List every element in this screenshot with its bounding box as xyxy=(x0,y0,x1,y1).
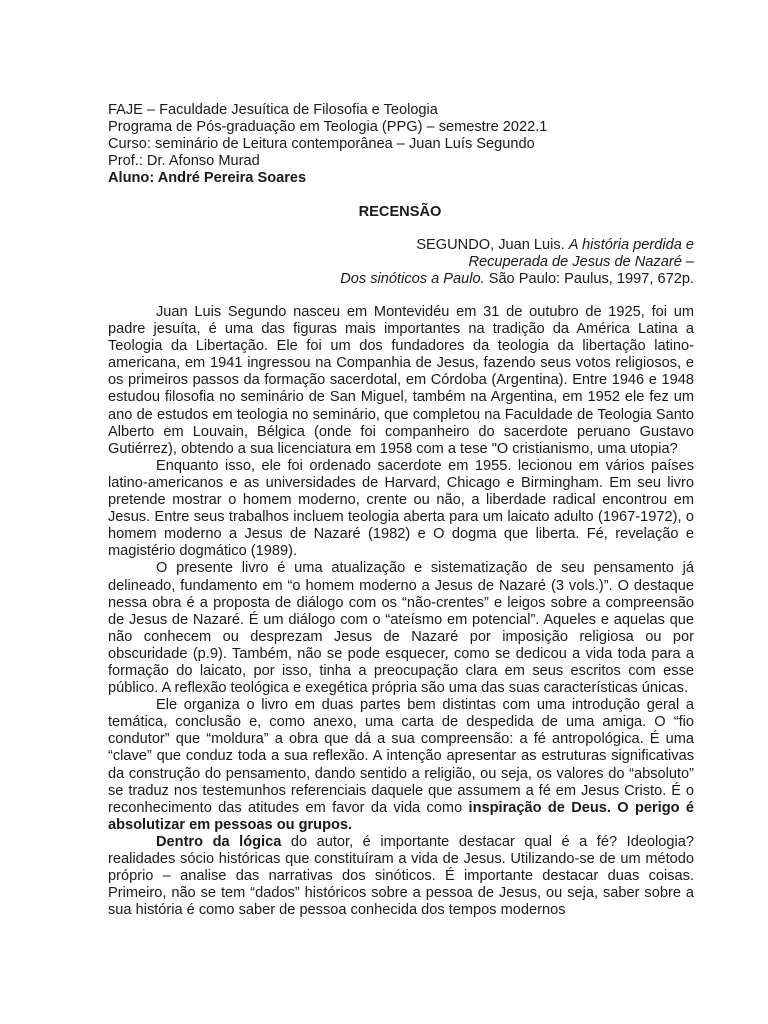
institution-line: FAJE – Faculdade Jesuítica de Filosofia e Teologia xyxy=(108,102,438,118)
paragraph-2: Enquanto isso, ele foi ordenado sacerdote em 1955. lecionou em vários países latino-americanos e as universidades de Harvard, Chicago e Birmingham. Em seu livro pretende mostrar o homem moderno, crente ou não, a liberdade radical encontrou em Jesus. Entre seus trabalhos incluem teologia aberta para um laicato adulto (1967-1972), o homem moderno a Jesus de Nazaré (1982) e O dogma que liberta. Fé, revelação e magistério dogmático (1989). xyxy=(108,457,694,560)
reference-publisher: São Paulo: Paulus, 1997, 672p. xyxy=(484,271,694,288)
reference-title-2: Recuperada de Jesus de Nazaré – xyxy=(468,254,694,271)
paragraph-5 xyxy=(108,834,694,919)
professor-line: Prof.: Dr. Afonso Murad xyxy=(108,153,260,170)
program-line: Programa de Pós-graduação em Teologia (PPG) – semestre 2022.1 xyxy=(108,119,548,136)
document-title: RECENSÃO xyxy=(358,204,442,220)
document-header xyxy=(108,102,698,187)
bibliographic-reference xyxy=(340,237,694,288)
paragraph-3: O presente livro é uma atualização e sistematização de seu pensamento já delineado, fundamento em “o homem moderno a Jesus de Nazaré (3 vols.)”. O destaque nessa obra é a proposta de diálogo com os “não-crentes” e leigos sobre a compreensão de Jesus de Nazaré. É um diálogo com o “ateísmo em potencial”. Aqueles e aquelas que não conhecem ou desprezam Jesus de Nazaré por imposição religiosa ou por obscuridade (p.9). Também, não se pode esquecer, como se dedicou a vida toda para a formação do laicato, por isso, tinha a preocupação clara em seus escritos com esse público. A reflexão teológica e exegética própria são uma das suas características únicas. xyxy=(108,560,694,697)
reference-author: SEGUNDO, Juan Luis. xyxy=(416,237,569,253)
paragraph-5-text: do autor, é importante destacar qual é a fé? Ideologia? realidades sócio históricas que constituíram a vida de Jesus. Utilizando-se de um método próprio – analise das narrativas dos sinóticos. É importante destacar duas coisas. Primeiro, não se tem “dados” históricos sobre a pessoa de Jesus, ou seja, saber sobre a sua história é como saber de pessoa conhecida dos tempos modernos xyxy=(108,833,694,919)
paragraph-4-emphasis: inspiração de Deus. O perigo é absolutizar em pessoas ou grupos. xyxy=(108,799,695,833)
course-line: Curso: seminário de Leitura contemporânea – Juan Luís Segundo xyxy=(108,136,535,153)
document-body xyxy=(108,304,694,919)
reference-title-3: Dos sinóticos a Paulo. xyxy=(340,271,485,288)
paragraph-4 xyxy=(108,697,694,834)
student-line: Aluno: André Pereira Soares xyxy=(108,170,307,187)
paragraph-4-text: Ele organiza o livro em duas partes bem distintas com uma introdução geral a temática, conclusão e, como anexo, uma carta de despedida de uma amiga. O “fio condutor” que “moldura” a obra que dá a sua compreensão: a fé antropológica. É uma “clave” que conduz toda a sua reflexão. A intenção apresentar as estruturas significativas da construção do pensamento, dando sentido a religião, ou seja, os valores do “absoluto” se traduz nos testemunhos referenciais daquele que assumem a fé em Jesus Cristo. É o reconhecimento das atitudes em favor da vida como xyxy=(108,697,694,816)
reference-title-1: A história perdida e xyxy=(568,237,694,253)
paragraph-5-emphasis: Dentro da lógica xyxy=(156,833,282,850)
paragraph-1: Juan Luis Segundo nasceu em Montevidéu em 31 de outubro de 1925, foi um padre jesuíta, é uma das figuras mais importantes na tradição da América Latina a Teologia da Libertação. Ele foi um dos fundadores da teologia da libertação latino-americana, em 1941 ingressou na Companhia de Jesus, fazendo seus votos religiosos, e os primeiros passos da formação sacerdotal, em Córdoba (Argentina). Entre 1946 e 1948 estudou filosofia no seminário de San Miguel, também na Argentina, em 1952 ele fez um ano de estudos em teologia no seminário, que completou na Faculdade de Teologia Santo Alberto em Louvain, Bélgica (onde foi companheiro do sacerdote peruano Gustavo Gutiérrez), obtendo a sua licenciatura em 1958 com a tese "O cristianismo, uma utopia? xyxy=(108,304,694,457)
